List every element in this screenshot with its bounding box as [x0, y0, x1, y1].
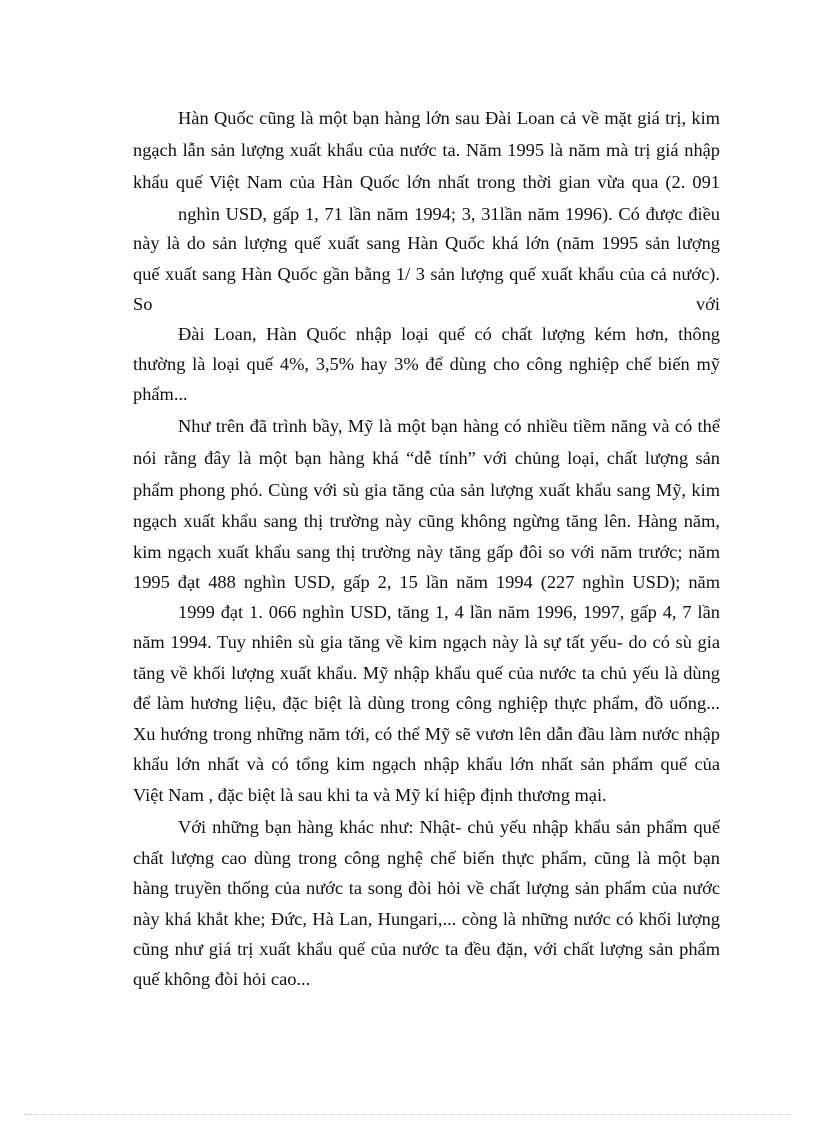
text-line: 1999 đạt 1. 066 nghìn USD, tăng 1, 4 lần năm 1996, 1997, gấp 4, 7 lần — [178, 602, 720, 622]
text-line: Việt Nam , đặc biệt là sau khi ta và Mỹ kí hiệp định thương mại. — [133, 785, 607, 805]
text-line: khẩu quế Việt Nam của Hàn Quốc lớn nhất trong thời gian vừa qua (2. 091 — [133, 172, 720, 192]
text-line: hàng truyền thống của nước ta song đòi hỏi về chất lượng sản phẩm của nước — [133, 878, 720, 898]
text-line: nói rằng đây là một bạn hàng khá “dễ tính” với chủng loại, chất lượng sản — [133, 448, 720, 468]
text-line: 1995 đạt 488 nghìn USD, gấp 2, 15 lần năm 1994 (227 nghìn USD); năm — [133, 572, 720, 592]
text-line: phẩm... — [133, 384, 188, 404]
text-line: năm 1994. Tuy nhiên sù gia tăng về kim ngạch này là sự tất yếu- do có sù gia — [133, 632, 720, 652]
text-line: quế xuất sang Hàn Quốc gần bằng 1/ 3 sản lượng quế xuất khẩu của cả nước). — [133, 264, 720, 284]
text-line: Xu hướng trong những năm tới, có thể Mỹ sẽ vươn lên dẫn đầu làm nước nhập — [133, 724, 720, 744]
text-line: khẩu lớn nhất và có tổng kim ngạch nhập khẩu lớn nhất sản phẩm quế của — [133, 754, 720, 774]
text-line: để làm hương liệu, đặc biệt là dùng trong công nghiệp thực phẩm, đồ uống... — [133, 693, 720, 713]
text-line: kim ngạch xuất khẩu sang thị trường này tăng gấp đôi so với năm trước; năm — [133, 542, 720, 562]
page-bottom-divider — [24, 1114, 792, 1115]
text-line: ngạch xuất khẩu sang thị trường này cũng không ngừng tăng lên. Hàng năm, — [133, 511, 720, 531]
text-line: quế không đòi hỏi cao... — [133, 969, 311, 989]
text-line: này là do sản lượng quế xuất sang Hàn Quốc khá lớn (năm 1995 sản lượng — [133, 233, 720, 253]
text-line: ngạch lẫn sản lượng xuất khẩu của nước ta. Năm 1995 là năm mà trị giá nhập — [133, 140, 720, 160]
text-line: nghìn USD, gấp 1, 71 lần năm 1994; 3, 31lần năm 1996). Có được điều — [178, 204, 720, 224]
text-line: Với những bạn hàng khác như: Nhật- chủ yếu nhập khẩu sản phẩm quế — [178, 817, 720, 837]
text-line: này khá khắt khe; Đức, Hà Lan, Hungari,... còng là những nước có khối lượng — [133, 909, 720, 929]
text-line: tăng về khối lượng xuất khẩu. Mỹ nhập khẩu quế của nước ta chủ yếu là dùng — [133, 663, 720, 683]
text-line: cũng như giá trị xuất khẩu quế của nước ta đều đặn, với chất lượng sản phẩm — [133, 939, 720, 959]
text-line: chất lượng cao dùng trong công nghệ chế biến thực phẩm, cũng là một bạn — [133, 848, 720, 868]
text-line: Hàn Quốc cũng là một bạn hàng lớn sau Đài Loan cả về mặt giá trị, kim — [178, 108, 720, 128]
text-line: Như trên đã trình bầy, Mỹ là một bạn hàng có nhiều tiềm năng và có thể — [178, 416, 720, 436]
text-line: thường là loại quế 4%, 3,5% hay 3% để dùng cho công nghiệp chế biến mỹ — [133, 354, 720, 374]
text-line: So với — [133, 294, 720, 314]
text-line: phẩm phong phó. Cùng với sù gia tăng của sản lượng xuất khẩu sang Mỹ, kim — [133, 480, 720, 500]
text-line: Đài Loan, Hàn Quốc nhập loại quế có chất lượng kém hơn, thông — [178, 324, 720, 344]
